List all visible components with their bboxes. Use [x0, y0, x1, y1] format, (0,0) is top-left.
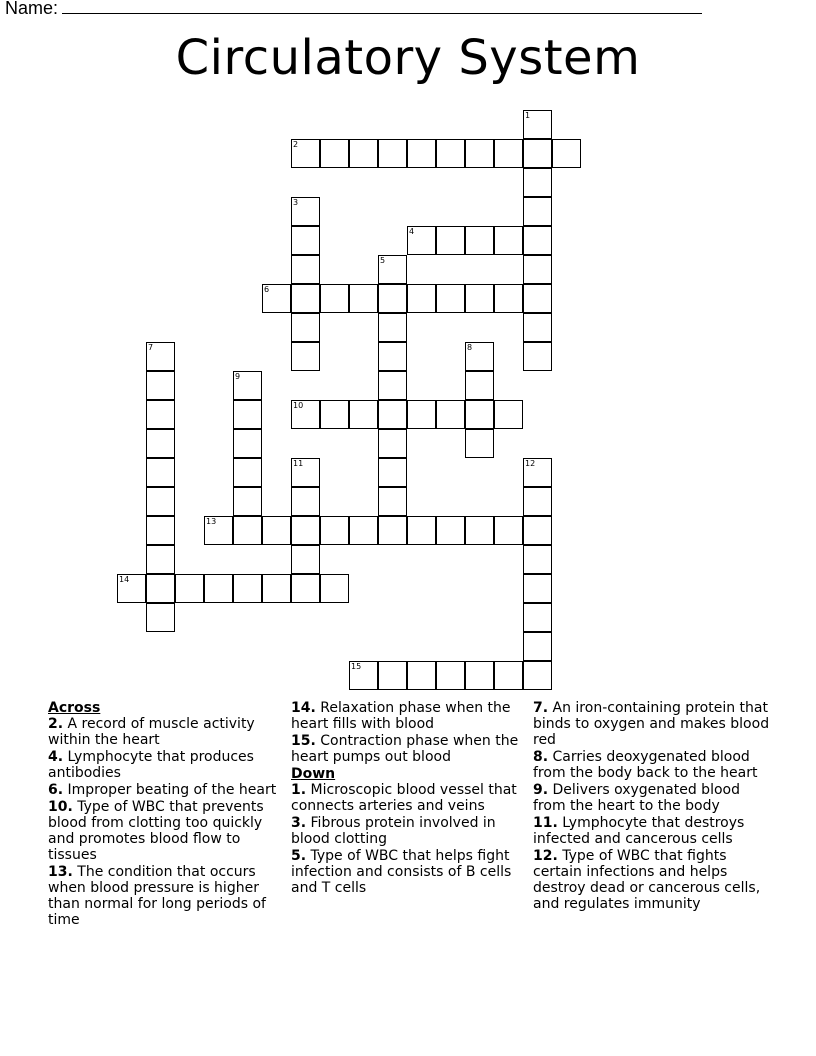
- clue-down-9: 9. Delivers oxygenated blood from the heart to the body: [533, 782, 740, 814]
- page-title: Circulatory System: [175, 30, 641, 86]
- clue-down-5: 5. Type of WBC that helps fight infection and consists of B cells and T cells: [291, 848, 512, 896]
- crossword-cell[interactable]: [146, 429, 175, 458]
- crossword-cell[interactable]: [291, 487, 320, 516]
- crossword-cell[interactable]: [494, 400, 523, 429]
- crossword-cell[interactable]: [262, 284, 291, 313]
- crossword-cell[interactable]: [378, 255, 407, 284]
- crossword-cell[interactable]: [146, 458, 175, 487]
- crossword-cell[interactable]: [436, 284, 465, 313]
- crossword-cell[interactable]: [494, 516, 523, 545]
- clue-across-14: 14. Relaxation phase when the heart fills with blood: [291, 700, 511, 732]
- crossword-cell[interactable]: [523, 226, 552, 255]
- clue-number: 4: [409, 227, 415, 236]
- clue-number: 7: [148, 343, 154, 352]
- crossword-cell[interactable]: [378, 661, 407, 690]
- crossword-cell[interactable]: [320, 284, 349, 313]
- crossword-cell[interactable]: [407, 516, 436, 545]
- crossword-cell[interactable]: [349, 516, 378, 545]
- crossword-cell[interactable]: [378, 516, 407, 545]
- crossword-cell[interactable]: [378, 400, 407, 429]
- crossword-cell[interactable]: [465, 429, 494, 458]
- crossword-cell[interactable]: [494, 284, 523, 313]
- crossword-cell[interactable]: [465, 516, 494, 545]
- crossword-cell[interactable]: [262, 574, 291, 603]
- crossword-cell[interactable]: [146, 516, 175, 545]
- crossword-cell[interactable]: [523, 139, 552, 168]
- crossword-cell[interactable]: [523, 603, 552, 632]
- crossword-cell[interactable]: [523, 168, 552, 197]
- crossword-cell[interactable]: [465, 226, 494, 255]
- crossword-cell[interactable]: [349, 139, 378, 168]
- crossword-cell[interactable]: [349, 661, 378, 690]
- down-heading: Down: [291, 766, 336, 782]
- crossword-cell[interactable]: [146, 400, 175, 429]
- crossword-cell[interactable]: [117, 574, 146, 603]
- crossword-cell[interactable]: [320, 139, 349, 168]
- clue-down-7: 7. An iron-containing protein that binds to oxygen and makes blood red: [533, 700, 770, 748]
- crossword-cell[interactable]: [436, 400, 465, 429]
- crossword-cell[interactable]: [146, 574, 175, 603]
- clue-number: 3: [293, 198, 299, 207]
- crossword-cell[interactable]: [494, 661, 523, 690]
- clue-number: 11: [293, 459, 304, 468]
- crossword-cell[interactable]: [175, 574, 204, 603]
- crossword-cell[interactable]: [233, 574, 262, 603]
- clue-number: 13: [206, 517, 217, 526]
- clue-number: 1: [525, 111, 531, 120]
- crossword-cell[interactable]: [436, 516, 465, 545]
- crossword-cell[interactable]: [465, 342, 494, 371]
- clue-down-12: 12. Type of WBC that fights certain infections and helps destroy dead or cancerous cells, and regulates immunity: [533, 848, 761, 912]
- crossword-cell[interactable]: [291, 458, 320, 487]
- crossword-cell[interactable]: [233, 371, 262, 400]
- clue-across-13: 13. The condition that occurs when blood pressure is higher than normal for long periods of time: [48, 864, 266, 928]
- crossword-cell[interactable]: [523, 342, 552, 371]
- crossword-cell[interactable]: [291, 342, 320, 371]
- crossword-cell[interactable]: [291, 545, 320, 574]
- crossword-cell[interactable]: [146, 545, 175, 574]
- clue-across-15: 15. Contraction phase when the heart pumps out blood: [291, 733, 519, 765]
- crossword-cell[interactable]: [465, 661, 494, 690]
- crossword-cell[interactable]: [291, 313, 320, 342]
- crossword-cell[interactable]: [320, 400, 349, 429]
- crossword-cell[interactable]: [407, 139, 436, 168]
- crossword-cell[interactable]: [494, 139, 523, 168]
- crossword-cell[interactable]: [436, 226, 465, 255]
- crossword-cell[interactable]: [523, 110, 552, 139]
- clue-number: 12: [525, 459, 536, 468]
- clue-down-11: 11. Lymphocyte that destroys infected and cancerous cells: [533, 815, 745, 847]
- name-label: Name:: [5, 0, 59, 18]
- clues-column-2: [291, 700, 523, 897]
- crossword-cell[interactable]: [291, 197, 320, 226]
- crossword-cell[interactable]: [378, 284, 407, 313]
- crossword-cell[interactable]: [320, 574, 349, 603]
- crossword-cell[interactable]: [378, 371, 407, 400]
- crossword-cell[interactable]: [204, 516, 233, 545]
- crossword-cell[interactable]: [262, 516, 291, 545]
- crossword-cell[interactable]: [146, 342, 175, 371]
- clue-number: 6: [264, 285, 270, 294]
- crossword-cell[interactable]: [523, 661, 552, 690]
- crossword-cell[interactable]: [552, 139, 581, 168]
- crossword-cell[interactable]: [436, 661, 465, 690]
- crossword-cell[interactable]: [465, 139, 494, 168]
- crossword-cell[interactable]: [523, 313, 552, 342]
- crossword-cell[interactable]: [291, 255, 320, 284]
- clue-across-6: 6. Improper beating of the heart: [48, 782, 277, 798]
- crossword-cell[interactable]: [407, 284, 436, 313]
- clue-across-2: 2. A record of muscle activity within the heart: [48, 716, 255, 748]
- crossword-cell[interactable]: [146, 487, 175, 516]
- clue-number: 15: [351, 662, 362, 671]
- crossword-cell[interactable]: [291, 226, 320, 255]
- crossword-cell[interactable]: [291, 139, 320, 168]
- crossword-cell[interactable]: [523, 255, 552, 284]
- crossword-cell[interactable]: [523, 487, 552, 516]
- clue-across-10: 10. Type of WBC that prevents blood from clotting too quickly and promotes blood flow to tissues: [48, 799, 264, 863]
- crossword-cell[interactable]: [494, 226, 523, 255]
- clue-number: 2: [293, 140, 299, 149]
- crossword-cell[interactable]: [349, 400, 378, 429]
- crossword-cell[interactable]: [349, 284, 378, 313]
- crossword-cell[interactable]: [233, 516, 262, 545]
- crossword-cell[interactable]: [233, 429, 262, 458]
- clue-down-8: 8. Carries deoxygenated blood from the body back to the heart: [533, 749, 758, 781]
- across-heading: Across: [48, 700, 101, 716]
- crossword-cell[interactable]: [146, 371, 175, 400]
- crossword-cell[interactable]: [291, 574, 320, 603]
- clue-across-4: 4. Lymphocyte that produces antibodies: [48, 749, 254, 781]
- crossword-cell[interactable]: [523, 516, 552, 545]
- crossword-cell[interactable]: [233, 400, 262, 429]
- crossword-cell[interactable]: [378, 487, 407, 516]
- crossword-cell[interactable]: [523, 284, 552, 313]
- crossword-cell[interactable]: [523, 197, 552, 226]
- crossword-cell[interactable]: [378, 139, 407, 168]
- crossword-cell[interactable]: [204, 574, 233, 603]
- crossword-cell[interactable]: [407, 226, 436, 255]
- crossword-cell[interactable]: [465, 371, 494, 400]
- crossword-cell[interactable]: [291, 400, 320, 429]
- crossword-cell[interactable]: [378, 458, 407, 487]
- crossword-cell[interactable]: [233, 487, 262, 516]
- crossword-cell[interactable]: [465, 284, 494, 313]
- clue-down-1: 1. Microscopic blood vessel that connects arteries and veins: [291, 782, 517, 814]
- crossword-cell[interactable]: [378, 429, 407, 458]
- crossword-cell[interactable]: [523, 574, 552, 603]
- clue-number: 9: [235, 372, 241, 381]
- clue-number: 14: [119, 575, 130, 584]
- clues-column-1: [48, 700, 280, 929]
- crossword-cell[interactable]: [523, 458, 552, 487]
- crossword-cell[interactable]: [523, 545, 552, 574]
- crossword-cell[interactable]: [378, 313, 407, 342]
- clue-number: 8: [467, 343, 473, 352]
- clue-down-3: 3. Fibrous protein involved in blood clotting: [291, 815, 496, 847]
- crossword-cell[interactable]: [320, 516, 349, 545]
- crossword-cell[interactable]: [407, 661, 436, 690]
- crossword-cell[interactable]: [465, 400, 494, 429]
- crossword-cell[interactable]: [523, 632, 552, 661]
- crossword-cell[interactable]: [436, 139, 465, 168]
- crossword-cell[interactable]: [233, 458, 262, 487]
- clues-column-3: [533, 700, 773, 913]
- crossword-cell[interactable]: [291, 284, 320, 313]
- crossword-cell[interactable]: [407, 400, 436, 429]
- crossword-cell[interactable]: [146, 603, 175, 632]
- crossword-cell[interactable]: [378, 342, 407, 371]
- crossword-cell[interactable]: [291, 516, 320, 545]
- clue-number: 5: [380, 256, 386, 265]
- clue-number: 10: [293, 401, 304, 410]
